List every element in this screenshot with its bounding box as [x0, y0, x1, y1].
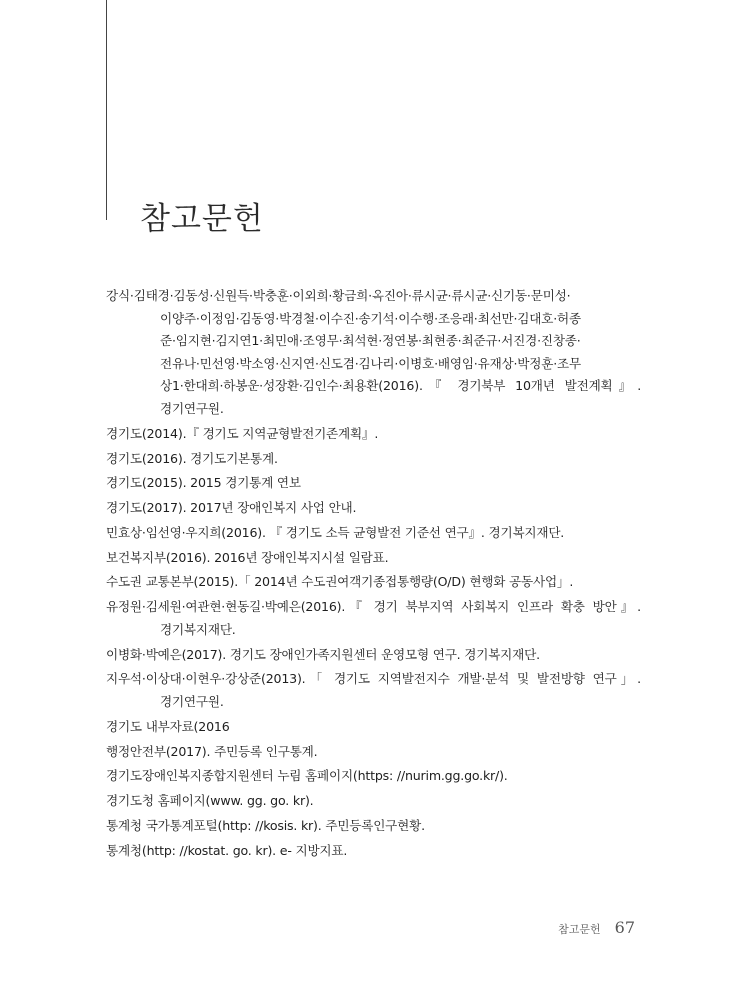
reference-item — [106, 472, 641, 495]
reference-continuation: 경기연구원. — [160, 400, 224, 416]
reference-item — [106, 668, 641, 713]
reference-item — [106, 547, 641, 570]
reference-text: 경기도장애인복지종합지원센터 누림 홈페이지(https: //nurim.gg.go.kr/). — [106, 768, 508, 784]
reference-item — [106, 571, 641, 594]
reference-text: 보건복지부(2016). 2016년 장애인복지시설 일람표. — [106, 549, 389, 565]
reference-item — [106, 497, 641, 520]
reference-item — [106, 840, 641, 863]
reference-continuation: 전유나·민선영·박소영·신지연·신도겸·김나리·이병호·배영임·유재상·박정훈·조무 — [160, 355, 581, 371]
reference-item — [106, 448, 641, 471]
reference-continuation: 상1·한대희·하봉운·성장환·김인수·최용환(2016).『 경기북부 10개년 발전계획』. — [160, 378, 641, 394]
section-title: 참고문헌 — [140, 200, 264, 237]
reference-item — [106, 716, 641, 739]
reference-item — [106, 596, 641, 641]
reference-text: 경기도(2014).『 경기도 지역균형발전기존계획』. — [106, 425, 379, 441]
reference-continuation: 경기연구원. — [160, 693, 224, 709]
reference-text: 경기도(2016). 경기도기본통계. — [106, 450, 278, 466]
reference-text: 경기도청 홈페이지(www. gg. go. kr). — [106, 793, 314, 809]
footer-section-label: 참고문헌 — [558, 923, 601, 936]
section-divider-line — [106, 0, 107, 220]
reference-text: 지우석·이상대·이현우·강상준(2013).「 경기도 지역발전지수 개발·분석 및 발전방향 연구」. — [106, 671, 641, 687]
reference-item — [106, 790, 641, 813]
reference-item — [106, 285, 641, 421]
reference-text: 수도권 교통본부(2015).「 2014년 수도권여객기종접통행량(O/D) 현행화 공동사업」. — [106, 574, 574, 590]
reference-list — [106, 285, 641, 864]
reference-text: 경기도 내부자료(2016 — [106, 718, 230, 734]
reference-continuation: 경기복지재단. — [160, 621, 236, 637]
page-footer — [558, 918, 635, 937]
reference-item — [106, 522, 641, 545]
reference-continuation: 이양주·이정임·김동영·박경철·이수진·송기석·이수행·조응래·최선만·김대호·허종 — [160, 310, 581, 326]
reference-continuation: 준·임지현·김지연1·최민애·조영무·최석현·정연봉·최현종·최준규·서진경·진창종· — [160, 333, 581, 349]
reference-text: 경기도(2017). 2017년 장애인복지 사업 안내. — [106, 500, 357, 516]
page-number: 67 — [614, 918, 635, 937]
reference-item — [106, 815, 641, 838]
reference-item — [106, 644, 641, 667]
reference-text: 통계청 국가통계포털(http: //kosis. kr). 주민등록인구현황. — [106, 817, 425, 833]
reference-item — [106, 423, 641, 446]
reference-text: 이병화·박예은(2017). 경기도 장애인가족지원센터 운영모형 연구. 경기복지재단. — [106, 646, 540, 662]
reference-item — [106, 765, 641, 788]
reference-text: 강식·김태경·김동성·신원득·박충훈·이외희·황금희·옥진아·류시균·류시균·신기동·문미성· — [106, 288, 571, 303]
reference-text: 민효상·임선영·우지희(2016). 『 경기도 소득 균형발전 기준선 연구』. 경기복지재단. — [106, 524, 565, 540]
reference-item — [106, 741, 641, 764]
reference-text: 행정안전부(2017). 주민등록 인구통계. — [106, 743, 318, 759]
reference-text: 경기도(2015). 2015 경기통계 연보 — [106, 475, 301, 491]
reference-text: 유정원·김세원·여관현·현동길·박예은(2016).『 경기 북부지역 사회복지 인프라 확충 방안』. — [106, 599, 641, 615]
reference-text: 통계청(http: //kostat. go. kr). e- 지방지표. — [106, 842, 348, 858]
